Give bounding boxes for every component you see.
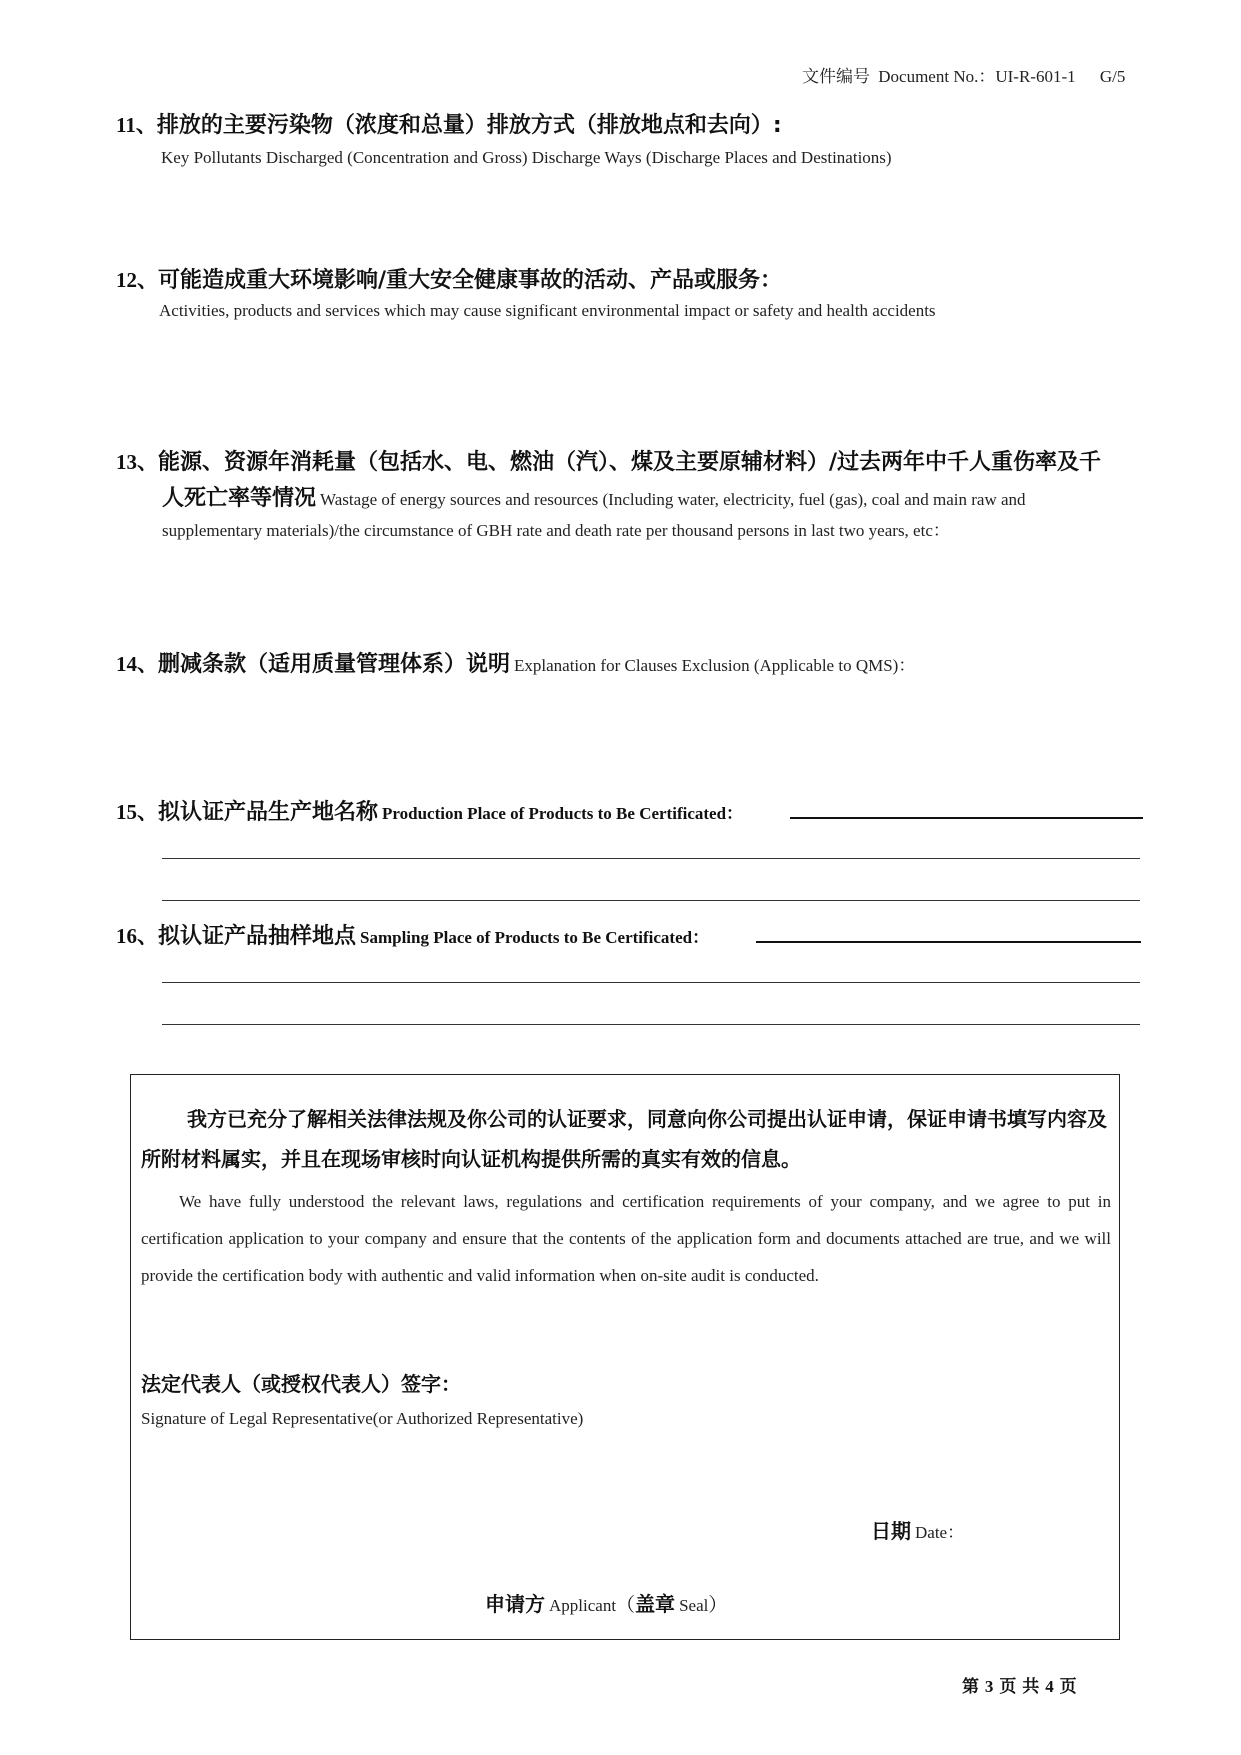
item-number: 11、 [116, 113, 157, 137]
seal-label-en: Seal [679, 1596, 709, 1615]
applicant-seal-label [485, 1588, 727, 1617]
doc-version: G/5 [1099, 67, 1126, 86]
item-title-zh: 能源、资源年消耗量（包括水、电、燃油（汽）、煤及主要原辅材料）/过去两年中千人重伤率及千 [158, 450, 1102, 475]
item-english: Sampling Place of Products to Be Certificated： [360, 928, 710, 947]
date-label-zh: 日期 [871, 1519, 911, 1543]
item-title-zh: 拟认证产品抽样地点 [158, 924, 357, 949]
page-prefix: 第 [962, 1677, 979, 1697]
item-title-zh: 排放的主要污染物（浓度和总量）排放方式（排放地点和去向）: [156, 113, 782, 138]
signature-area[interactable] [141, 1435, 741, 1525]
page-current: 3 [984, 1677, 994, 1696]
item-english-line1: Wastage of energy sources and resources (Including water, electricity, fuel (gas), coal and main raw and [320, 490, 1026, 509]
date-label [871, 1515, 964, 1544]
page-middle: 页 共 [999, 1677, 1040, 1697]
item-13-english-line2: supplementary materials)/the circumstance of GBH rate and death rate per thousand persons in last two years, etc： [162, 521, 950, 540]
item-number: 15、 [116, 800, 158, 824]
item-english: Explanation for Clauses Exclusion (Applicable to QMS)： [514, 656, 916, 675]
doc-label-zh: 文件编号 [802, 67, 870, 87]
item-11-english: Key Pollutants Discharged (Concentration and Gross) Discharge Ways (Discharge Places and Destinations) [161, 148, 892, 167]
seal-close-paren: ） [708, 1594, 728, 1616]
item-number: 12、 [116, 268, 158, 292]
item-title-zh-line2: 人死亡率等情况 [162, 486, 317, 511]
production-place-field[interactable] [790, 817, 1143, 819]
sampling-place-line-2[interactable] [162, 982, 1140, 983]
page-number [962, 1672, 1077, 1697]
date-label-en: Date： [915, 1523, 965, 1542]
sampling-place-field[interactable] [756, 941, 1141, 943]
date-field[interactable] [991, 1515, 1111, 1545]
item-11-title [116, 108, 782, 139]
page-total: 4 [1045, 1677, 1054, 1696]
signature-label-zh: 法定代表人（或授权代表人）签字： [141, 1372, 461, 1396]
doc-no-label: Document No.： [878, 67, 996, 86]
sampling-place-line-3[interactable] [162, 1024, 1140, 1025]
item-14-title [116, 647, 915, 678]
item-number: 13、 [116, 450, 158, 474]
applicant-label-zh: 申请方 [485, 1592, 545, 1616]
declaration-box [130, 1074, 1120, 1640]
item-13-title [116, 445, 1101, 476]
signature-label-en: Signature of Legal Representative(or Authorized Representative) [141, 1409, 584, 1428]
item-12-title [116, 263, 782, 294]
item-number: 16、 [116, 924, 158, 948]
declaration-zh: 我方已充分了解相关法律法规及你公司的认证要求，同意向你公司提出认证申请，保证申请书填写内容及所附材料属实，并且在现场审核时向认证机构提供所需的真实有效的信息。 [141, 1107, 1107, 1171]
item-number: 14、 [116, 652, 158, 676]
declaration-en: We have fully understood the relevant laws, regulations and certification requirements of your company, and we agree to put in certification application to your company and ensure that the contents of the application form and documents attached are true, and we will provide the certification body with authentic and valid information when on-site audit is conducted. [141, 1192, 1111, 1285]
seal-open-paren: （ [616, 1594, 636, 1616]
document-header [802, 62, 1125, 87]
item-title-zh: 删减条款（适用质量管理体系）说明 [158, 652, 511, 677]
seal-label-zh: 盖章 [635, 1592, 676, 1616]
production-place-line-3[interactable] [162, 900, 1140, 901]
item-12-english: Activities, products and services which may cause significant environmental impact or safety and health accidents [159, 301, 936, 320]
item-15-title [116, 795, 743, 826]
item-title-zh: 可能造成重大环境影响/重大安全健康事故的活动、产品或服务： [158, 268, 783, 293]
doc-no-value: UI-R-601-1 [995, 67, 1076, 86]
item-16-title [116, 919, 709, 950]
applicant-label-en: Applicant [549, 1596, 617, 1615]
production-place-line-2[interactable] [162, 858, 1140, 859]
item-13-continuation [162, 481, 1026, 512]
item-english: Production Place of Products to Be Certificated： [382, 804, 744, 823]
page-suffix: 页 [1059, 1677, 1077, 1697]
item-title-zh: 拟认证产品生产地名称 [158, 800, 379, 825]
